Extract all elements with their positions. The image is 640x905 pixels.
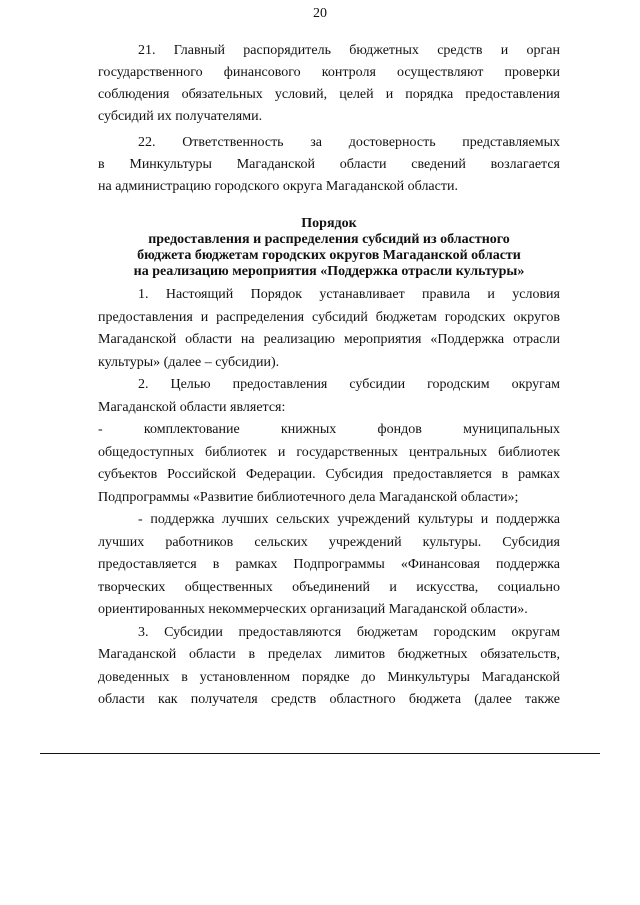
paragraph-1-line-4: культуры» (далее – субсидии).: [98, 354, 280, 370]
title-line-1: предоставления и распределения субсидий из областного: [148, 232, 510, 247]
paragraph-3-line-2: Магаданской области в пределах лимитов бюджетных обязательств,: [98, 647, 560, 662]
paragraph-1-line-1: 1. Настоящий Порядок устанавливает правила и условия: [138, 287, 560, 302]
paragraph-3-line-3: доведенных в установленном порядке до Минкультуры Магаданской: [98, 669, 560, 685]
paragraph-3-line-4: области как получателя средств областного бюджета (далее также: [98, 692, 560, 707]
paragraph-22-line-2: в Минкультуры Магаданской области сведений возлагается: [98, 157, 560, 172]
paragraph-21-line-4: субсидий их получателями.: [98, 109, 263, 124]
paragraph-2b-line-4: творческих общественных объединений и искусства, социально: [98, 579, 560, 595]
page-divider-line: [40, 753, 600, 754]
paragraph-21-line-1: 21. Главный распорядитель бюджетных средств и орган: [138, 43, 560, 58]
paragraph-2a-line-4: Подпрограммы «Развитие библиотечного дела Магаданской области»;: [98, 489, 519, 505]
paragraph-21-line-2: государственного финансового контроля осуществляют проверки: [98, 65, 560, 80]
paragraph-3-line-1: 3. Субсидии предоставляются бюджетам городским округам: [138, 624, 560, 640]
page-number: 20: [313, 6, 327, 21]
paragraph-2-line-2: Магаданской области является:: [98, 399, 286, 415]
paragraph-2a-line-1: - комплектование книжных фондов муниципальных: [98, 422, 560, 437]
paragraph-22-line-3: на администрацию городского округа Магаданской области.: [98, 179, 458, 194]
title-line-2: бюджета бюджетам городских округов Магаданской области: [137, 248, 521, 263]
section-title: [98, 216, 560, 280]
paragraph-2b-line-3: предоставляется в рамках Подпрограммы «Финансовая поддержка: [98, 557, 560, 572]
paragraph-2a-line-2: общедоступных библиотек и государственных центральных библиотек: [98, 444, 560, 460]
paragraph-2-line-1: 2. Целью предоставления субсидии городским округам: [138, 377, 560, 392]
top-section: [98, 40, 560, 198]
body-section: [98, 284, 560, 712]
paragraph-22-line-1: 22. Ответственность за достоверность представляемых: [138, 135, 560, 150]
title-heading: Порядок: [301, 216, 357, 231]
paragraph-2b-line-1: - поддержка лучших сельских учреждений культуры и поддержка: [138, 512, 560, 527]
paragraph-2b-line-2: лучших работников сельских учреждений культуры. Субсидия: [98, 534, 560, 550]
paragraph-1-line-3: Магаданской области на реализацию мероприятия «Поддержка отрасли: [98, 332, 560, 347]
paragraph-1-line-2: предоставления и распределения субсидий бюджетам городских округов: [98, 309, 560, 325]
title-line-3: на реализацию мероприятия «Поддержка отрасли культуры»: [133, 264, 525, 279]
paragraph-21-line-3: соблюдения обязательных условий, целей и порядка предоставления: [98, 87, 560, 102]
paragraph-2b-line-5: ориентированных некоммерческих организаций Магаданской области».: [98, 602, 528, 617]
paragraph-2a-line-3: субъектов Российской Федерации. Субсидия предоставляется в рамках: [98, 467, 560, 482]
